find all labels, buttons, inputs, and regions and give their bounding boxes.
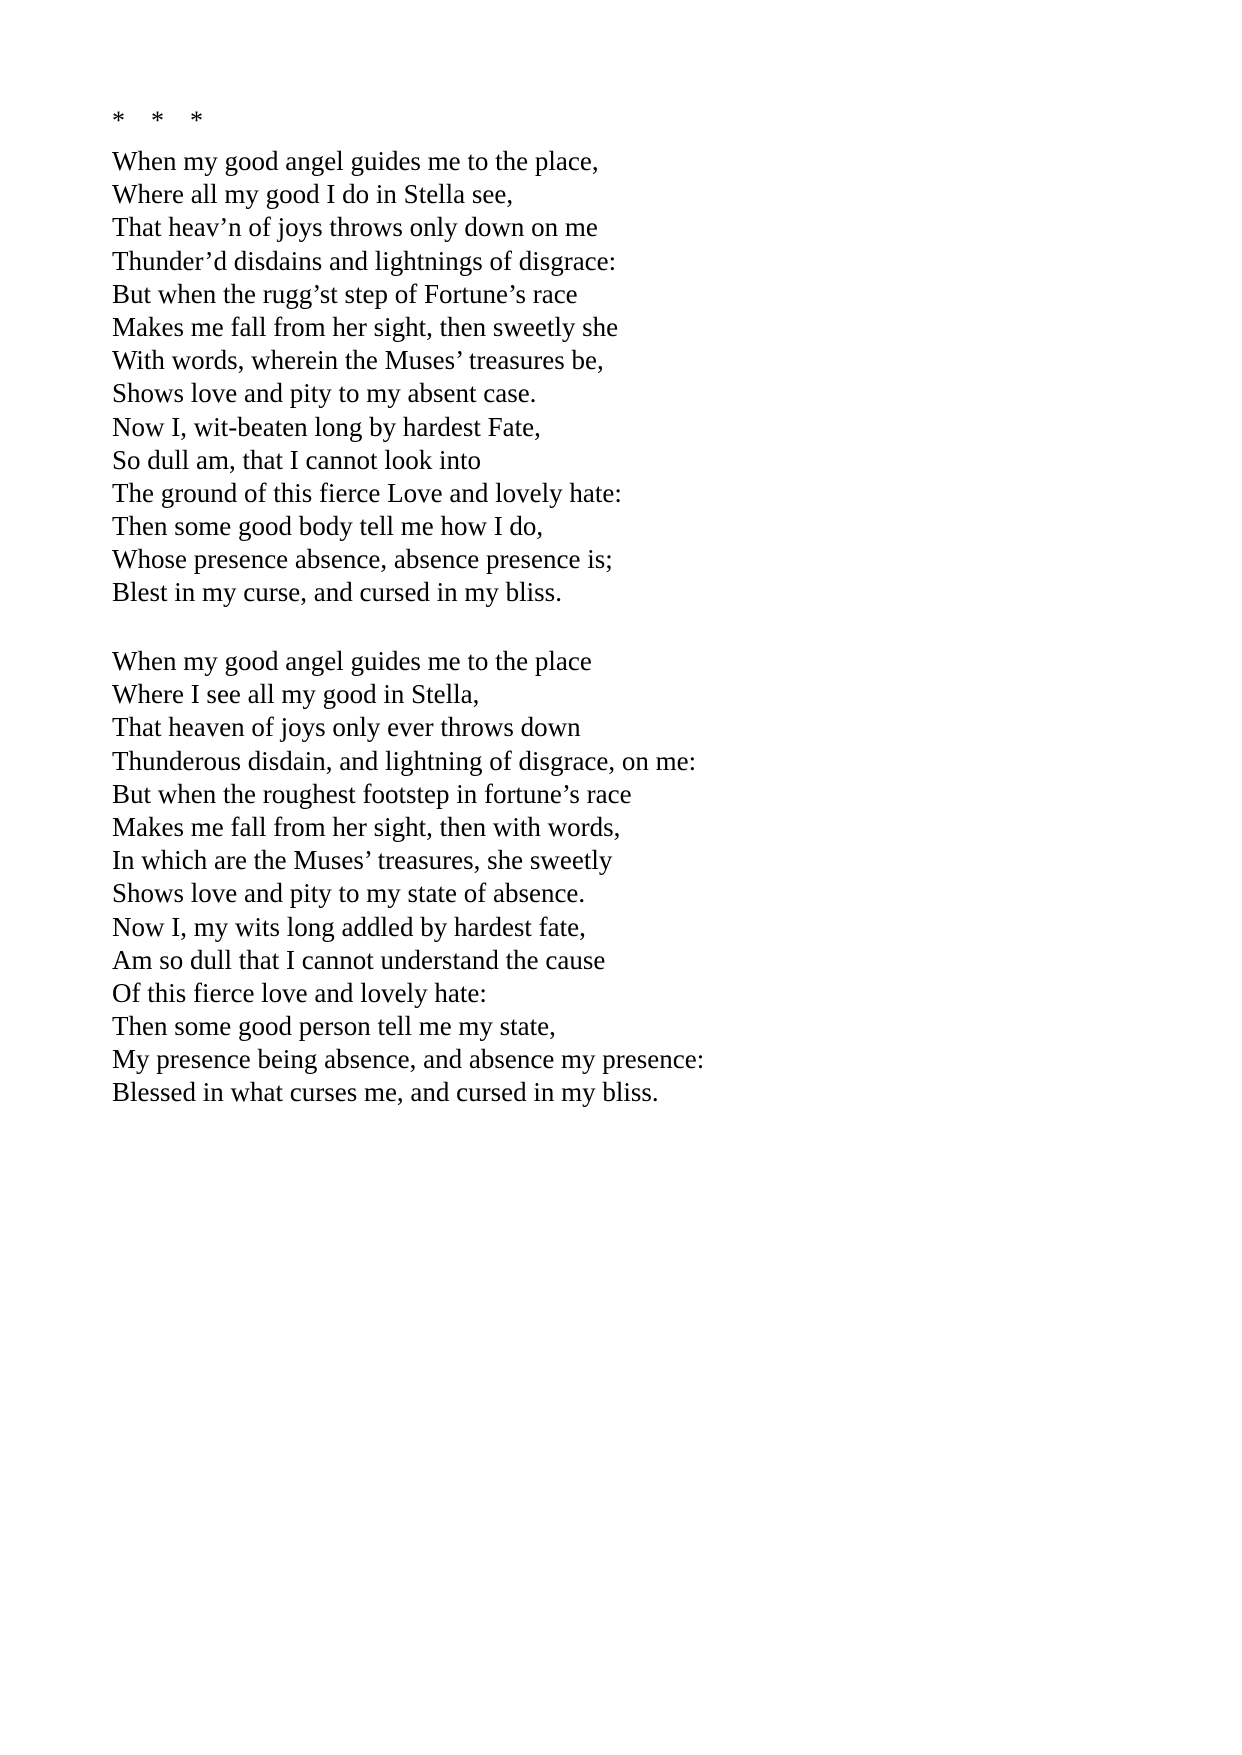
poem-line: Blest in my curse, and cursed in my bliss.: [112, 577, 562, 608]
section-divider: * * *: [112, 106, 203, 135]
poem-line: That heaven of joys only ever throws down: [112, 712, 581, 743]
poem-line: In which are the Muses’ treasures, she sweetly: [112, 845, 613, 876]
poem-line: Makes me fall from her sight, then sweetly she: [112, 311, 619, 342]
poem-line: When my good angel guides me to the place: [112, 646, 592, 676]
poem-line: Shows love and pity to my absent case.: [112, 378, 537, 409]
poem-line: Blessed in what curses me, and cursed in my bliss.: [112, 1077, 659, 1108]
poem-line: My presence being absence, and absence my presence:: [112, 1044, 705, 1075]
poem-line: Where I see all my good in Stella,: [112, 679, 480, 710]
poem-line: With words, wherein the Muses’ treasures be,: [112, 345, 604, 376]
poem-line: When my good angel guides me to the place,: [112, 146, 599, 176]
poem-line: Where all my good I do in Stella see,: [112, 179, 514, 210]
poem-line: So dull am, that I cannot look into: [112, 444, 481, 475]
poem-line: Now I, wit-beaten long by hardest Fate,: [112, 411, 541, 442]
stanza-original: [112, 145, 622, 610]
poem-line: Thunderous disdain, and lightning of disgrace, on me:: [112, 745, 697, 776]
poem-line: Shows love and pity to my state of absence.: [112, 878, 586, 909]
poem-line: Then some good body tell me how I do,: [112, 511, 544, 542]
poem-line: Then some good person tell me my state,: [112, 1011, 556, 1042]
poem-line: But when the rugg’st step of Fortune’s race: [112, 278, 578, 309]
stanza-modern: [112, 645, 704, 1110]
poem-line: Now I, my wits long addled by hardest fate,: [112, 911, 586, 942]
poem-line: But when the roughest footstep in fortune’s race: [112, 778, 632, 809]
poem-line: Thunder’d disdains and lightnings of disgrace:: [112, 245, 617, 276]
poem-line: Of this fierce love and lovely hate:: [112, 977, 487, 1008]
poem-line: Am so dull that I cannot understand the cause: [112, 944, 606, 975]
poem-line: Makes me fall from her sight, then with words,: [112, 811, 621, 842]
poem-line: That heav’n of joys throws only down on me: [112, 212, 598, 243]
poem-line: Whose presence absence, absence presence is;: [112, 544, 613, 575]
poem-line: The ground of this fierce Love and lovely hate:: [112, 477, 622, 508]
